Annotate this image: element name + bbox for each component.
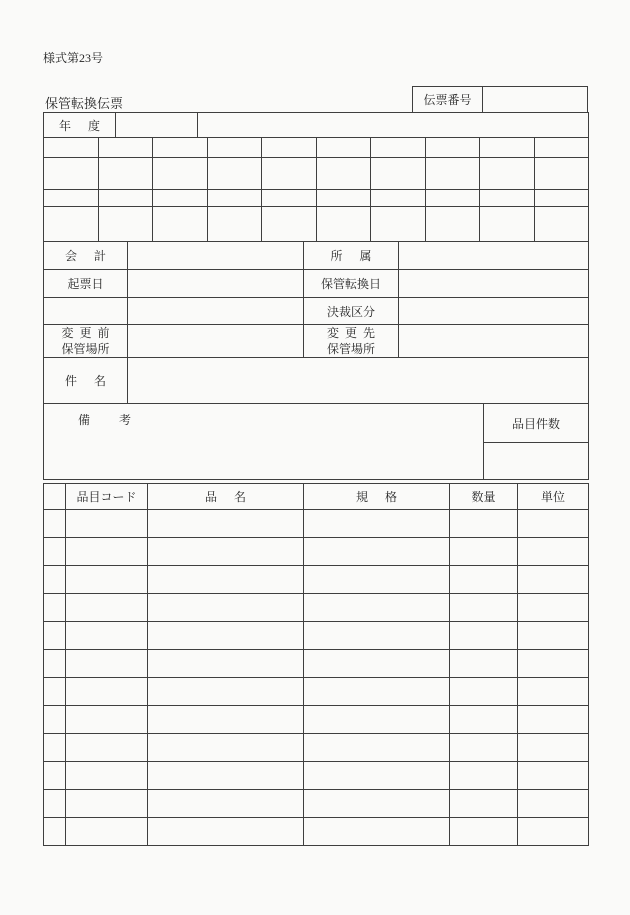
grid-cell — [262, 190, 317, 207]
grid-cell — [480, 190, 535, 207]
item-cell-unit — [518, 538, 589, 566]
item-cell-code — [66, 650, 148, 678]
item-cell-name — [148, 678, 304, 706]
item-cell-code — [66, 566, 148, 594]
grid-cell — [480, 138, 535, 158]
info-table — [43, 242, 589, 358]
item-cell-no — [44, 678, 66, 706]
item-cell-no — [44, 622, 66, 650]
item-cell-name — [148, 594, 304, 622]
issue-date-value — [128, 270, 304, 298]
item-count-value — [484, 443, 589, 480]
grid-cell — [208, 158, 263, 190]
item-cell-unit — [518, 762, 589, 790]
item-cell-qty — [450, 818, 518, 846]
grid-cell — [44, 207, 99, 242]
item-cell-code — [66, 510, 148, 538]
item-cell-qty — [450, 678, 518, 706]
item-cell-qty — [450, 706, 518, 734]
remarks-cell — [44, 404, 484, 480]
item-cell-spec — [304, 566, 450, 594]
items-header-qty: 数量 — [450, 484, 518, 510]
item-cell-no — [44, 510, 66, 538]
grid-cell — [371, 190, 426, 207]
item-cell-no — [44, 566, 66, 594]
grid-cell — [208, 138, 263, 158]
slip-number-value — [483, 87, 588, 112]
grid-cell — [153, 138, 208, 158]
blank-value — [128, 298, 304, 325]
grid-cell — [371, 207, 426, 242]
grid-cell — [99, 138, 154, 158]
grid-cell — [262, 138, 317, 158]
item-cell-spec — [304, 538, 450, 566]
item-cell-code — [66, 538, 148, 566]
grid-cell — [262, 207, 317, 242]
fiscal-year-row — [43, 112, 589, 138]
items-body — [43, 510, 589, 846]
after-location-line1: 変更先 — [326, 325, 381, 340]
grid-cell — [426, 190, 481, 207]
fiscal-year-extra — [198, 113, 589, 138]
subject-row — [43, 358, 589, 404]
item-cell-qty — [450, 510, 518, 538]
item-cell-name — [148, 734, 304, 762]
grid-cell — [426, 207, 481, 242]
slip-number-label: 伝票番号 — [413, 87, 483, 112]
affiliation-value — [399, 242, 589, 270]
before-location-line1: 変更前 — [61, 325, 116, 340]
item-cell-unit — [518, 790, 589, 818]
item-cell-code — [66, 762, 148, 790]
approval-class-label: 決裁区分 — [304, 298, 399, 325]
item-cell-qty — [450, 622, 518, 650]
item-cell-name — [148, 650, 304, 678]
subject-label: 件 名 — [44, 358, 128, 404]
item-cell-code — [66, 818, 148, 846]
remarks-label: 備 考 — [78, 413, 132, 427]
stamp-grid — [43, 138, 589, 242]
grid-cell — [208, 207, 263, 242]
grid-cell — [535, 207, 590, 242]
item-cell-spec — [304, 706, 450, 734]
after-location-line2: 保管場所 — [326, 342, 375, 356]
items-header-no — [44, 484, 66, 510]
grid-cell — [44, 158, 99, 190]
grid-cell — [535, 158, 590, 190]
grid-cell — [317, 158, 372, 190]
item-cell-no — [44, 538, 66, 566]
grid-cell — [99, 158, 154, 190]
account-value — [128, 242, 304, 270]
item-cell-unit — [518, 650, 589, 678]
item-cell-no — [44, 790, 66, 818]
item-cell-spec — [304, 734, 450, 762]
item-cell-no — [44, 650, 66, 678]
before-location-value — [128, 325, 304, 358]
affiliation-label: 所 属 — [304, 242, 399, 270]
remarks-table — [43, 404, 589, 480]
grid-cell — [99, 207, 154, 242]
slip-number-box — [412, 86, 588, 112]
item-cell-spec — [304, 510, 450, 538]
form-code: 様式第23号 — [43, 51, 104, 65]
issue-date-label: 起票日 — [44, 270, 128, 298]
grid-cell — [480, 158, 535, 190]
items-header-spec: 規 格 — [304, 484, 450, 510]
item-cell-qty — [450, 538, 518, 566]
item-cell-no — [44, 594, 66, 622]
item-cell-unit — [518, 510, 589, 538]
item-cell-spec — [304, 762, 450, 790]
before-location-label — [44, 325, 128, 358]
item-cell-code — [66, 734, 148, 762]
item-cell-no — [44, 706, 66, 734]
item-cell-unit — [518, 734, 589, 762]
fiscal-year-label: 年 度 — [44, 113, 116, 138]
grid-cell — [317, 138, 372, 158]
grid-cell — [426, 158, 481, 190]
item-cell-unit — [518, 706, 589, 734]
blank-label — [44, 298, 128, 325]
subject-value — [128, 358, 589, 404]
item-cell-unit — [518, 678, 589, 706]
grid-cell — [371, 138, 426, 158]
item-cell-name — [148, 818, 304, 846]
grid-cell — [317, 190, 372, 207]
item-cell-unit — [518, 594, 589, 622]
transfer-date-value — [399, 270, 589, 298]
item-cell-code — [66, 622, 148, 650]
item-cell-name — [148, 566, 304, 594]
item-count-label: 品目件数 — [484, 404, 589, 443]
grid-cell — [426, 138, 481, 158]
item-cell-spec — [304, 650, 450, 678]
item-cell-spec — [304, 594, 450, 622]
grid-cell — [208, 190, 263, 207]
item-cell-no — [44, 762, 66, 790]
item-cell-code — [66, 594, 148, 622]
after-location-value — [399, 325, 589, 358]
item-cell-qty — [450, 566, 518, 594]
item-cell-name — [148, 510, 304, 538]
item-cell-spec — [304, 622, 450, 650]
item-cell-name — [148, 538, 304, 566]
item-cell-unit — [518, 566, 589, 594]
item-cell-name — [148, 762, 304, 790]
grid-cell — [535, 138, 590, 158]
item-cell-name — [148, 706, 304, 734]
grid-cell — [535, 190, 590, 207]
item-cell-code — [66, 706, 148, 734]
items-header-name: 品 名 — [148, 484, 304, 510]
grid-cell — [262, 158, 317, 190]
grid-cell — [44, 138, 99, 158]
items-header-unit: 単位 — [518, 484, 589, 510]
item-cell-spec — [304, 678, 450, 706]
item-cell-unit — [518, 818, 589, 846]
grid-cell — [371, 158, 426, 190]
item-cell-qty — [450, 650, 518, 678]
grid-cell — [317, 207, 372, 242]
items-header — [43, 483, 589, 510]
item-cell-qty — [450, 594, 518, 622]
item-cell-spec — [304, 818, 450, 846]
account-label: 会 計 — [44, 242, 128, 270]
grid-cell — [480, 207, 535, 242]
item-cell-name — [148, 622, 304, 650]
item-cell-no — [44, 818, 66, 846]
grid-cell — [153, 158, 208, 190]
grid-cell — [153, 207, 208, 242]
item-cell-code — [66, 790, 148, 818]
grid-cell — [153, 190, 208, 207]
item-cell-unit — [518, 622, 589, 650]
item-cell-qty — [450, 790, 518, 818]
item-cell-name — [148, 790, 304, 818]
items-header-code: 品目コード — [66, 484, 148, 510]
item-cell-spec — [304, 790, 450, 818]
grid-cell — [99, 190, 154, 207]
approval-class-value — [399, 298, 589, 325]
transfer-date-label: 保管転換日 — [304, 270, 399, 298]
item-cell-qty — [450, 734, 518, 762]
item-cell-qty — [450, 762, 518, 790]
fiscal-year-value — [116, 113, 198, 138]
document-title: 保管転換伝票 — [45, 96, 124, 111]
item-cell-no — [44, 734, 66, 762]
before-location-line2: 保管場所 — [61, 342, 110, 356]
grid-cell — [44, 190, 99, 207]
item-cell-code — [66, 678, 148, 706]
after-location-label — [304, 325, 399, 358]
